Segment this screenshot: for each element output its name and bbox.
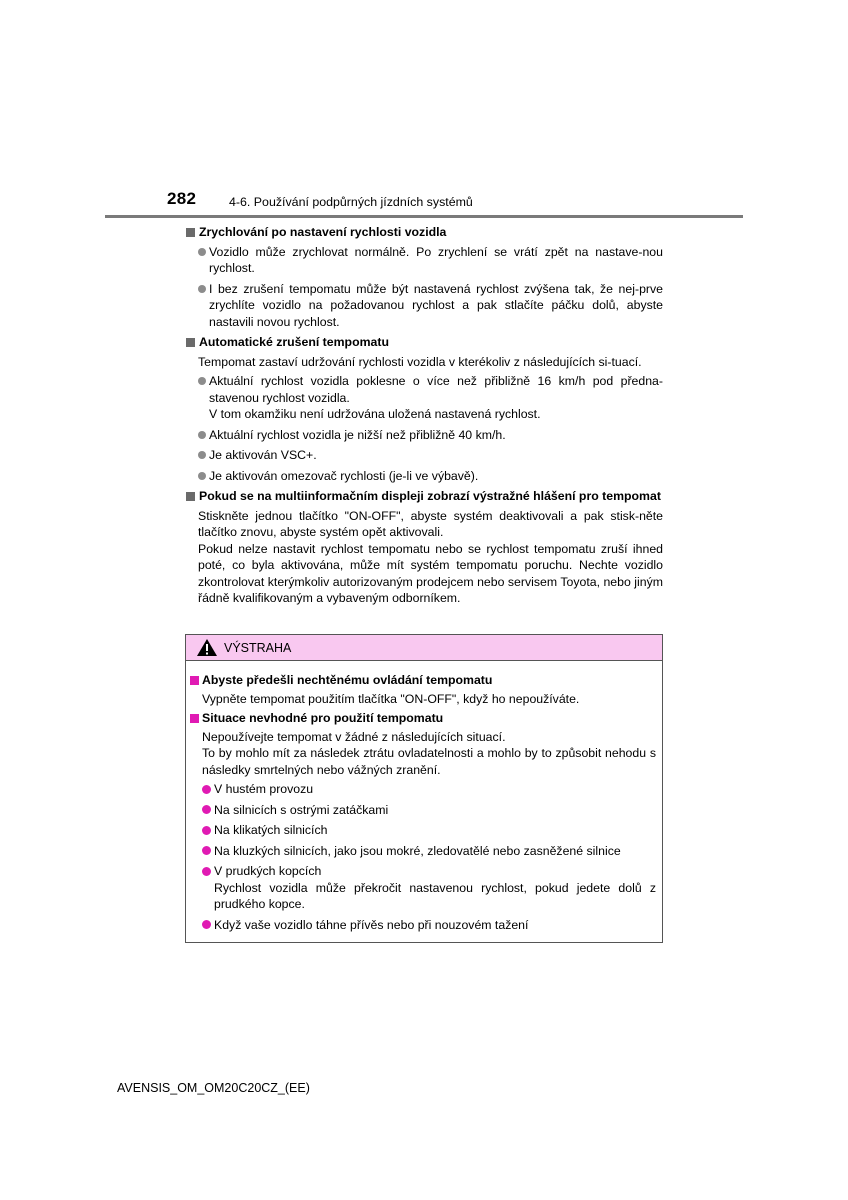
paragraph: Stiskněte jednou tlačítko "ON-OFF", abyste systém deaktivovali a pak stisk-něte tlačítko znovu, abyste systém opět aktivovali. <box>198 508 663 539</box>
list-item: Je aktivován omezovač rychlosti (je-li ve výbavě). <box>198 468 663 485</box>
footer-code: AVENSIS_OM_OM20C20CZ_(EE) <box>117 1081 310 1095</box>
warning-label: VÝSTRAHA <box>224 640 292 655</box>
warning-box <box>185 634 663 943</box>
warning-header <box>186 635 662 661</box>
round-bullet-icon <box>202 920 211 929</box>
paragraph: Pokud nelze nastavit rychlost tempomatu nebo se rychlost tempomatu zruší ihned poté, co byla aktivována, může mít systém tempomatu poruchu. Nechte vozidlo zkontrolovat kterýmkoliv autorizovaným prodejcem nebo servisem Toyota, nebo jiným řádně kvalifikovaným a vybaveným odborníkem. <box>198 541 663 605</box>
round-bullet-icon <box>198 431 206 439</box>
round-bullet-icon <box>202 805 211 814</box>
list-item: Vozidlo může zrychlovat normálně. Po zrychlení se vrátí zpět na nastave-nou rychlost. <box>198 244 663 277</box>
warning-triangle-icon <box>196 638 218 657</box>
warning-heading: Situace nevhodné pro použití tempomatu <box>190 710 656 727</box>
round-bullet-icon <box>198 248 206 256</box>
warning-text: To by mohlo mít za následek ztrátu ovladatelnosti a mohlo by to způsobit nehodu s následky smrtelných nebo vážných zranění. <box>202 746 656 777</box>
round-bullet-icon <box>202 826 211 835</box>
section-heading: Zrychlování po nastavení rychlosti vozidla <box>185 224 663 241</box>
page-number: 282 <box>167 189 197 208</box>
warning-text: Nepoužívejte tempomat v žádné z následujících situací. <box>202 729 506 744</box>
section-intro: Tempomat zastaví udržování rychlosti vozidla v kterékoliv z následujících si-tuací. <box>198 354 642 369</box>
warning-text: Vypněte tempomat použitím tlačítka "ON-OFF", když ho nepoužíváte. <box>202 691 580 706</box>
square-bullet-icon <box>186 228 195 237</box>
list-item: Na silnicích s ostrými zatáčkami <box>202 802 656 819</box>
list-item: Aktuální rychlost vozidla poklesne o více než přibližně 16 km/h pod předna-stavenou rychlost vozidla. V tom okamžiku není udržována uložená nastavená rychlost. <box>198 373 663 423</box>
list-item: Na kluzkých silnicích, jako jsou mokré, zledovatělé nebo zasněžené silnice <box>202 843 656 860</box>
square-bullet-icon <box>186 492 195 501</box>
list-item: Je aktivován VSC+. <box>198 447 663 464</box>
list-item: V hustém provozu <box>202 781 656 798</box>
square-bullet-icon <box>190 714 199 723</box>
list-item: Na klikatých silnicích <box>202 822 656 839</box>
warning-heading: Abyste předešli nechtěnému ovládání tempomatu <box>190 672 656 689</box>
header-rule <box>105 215 743 218</box>
section-title: 4-6. Používání podpůrných jízdních systémů <box>229 195 473 209</box>
round-bullet-icon <box>198 451 206 459</box>
list-item: Když vaše vozidlo táhne přívěs nebo při nouzovém tažení <box>202 917 656 934</box>
round-bullet-icon <box>202 846 211 855</box>
square-bullet-icon <box>190 676 199 685</box>
square-bullet-icon <box>186 338 195 347</box>
section-heading: Pokud se na multiinformačním displeji zobrazí výstražné hlášení pro tempomat <box>185 488 663 505</box>
round-bullet-icon <box>202 867 211 876</box>
round-bullet-icon <box>198 472 206 480</box>
list-item: I bez zrušení tempomatu může být nastavená rychlost zvýšena tak, že nej-prve zrychlíte vozidlo na požadovanou rychlost a pak stlačíte páčku dolů, abyste nastavili novou rychlost. <box>198 281 663 331</box>
round-bullet-icon <box>202 785 211 794</box>
round-bullet-icon <box>198 285 206 293</box>
warning-body <box>186 661 662 933</box>
round-bullet-icon <box>198 377 206 385</box>
list-item: V prudkých kopcích Rychlost vozidla může překročit nastavenou rychlost, pokud jedete dolů z prudkého kopce. <box>202 863 656 913</box>
section-heading: Automatické zrušení tempomatu <box>185 334 663 351</box>
list-item: Aktuální rychlost vozidla je nižší než přibližně 40 km/h. <box>198 427 663 444</box>
main-content <box>185 224 663 610</box>
